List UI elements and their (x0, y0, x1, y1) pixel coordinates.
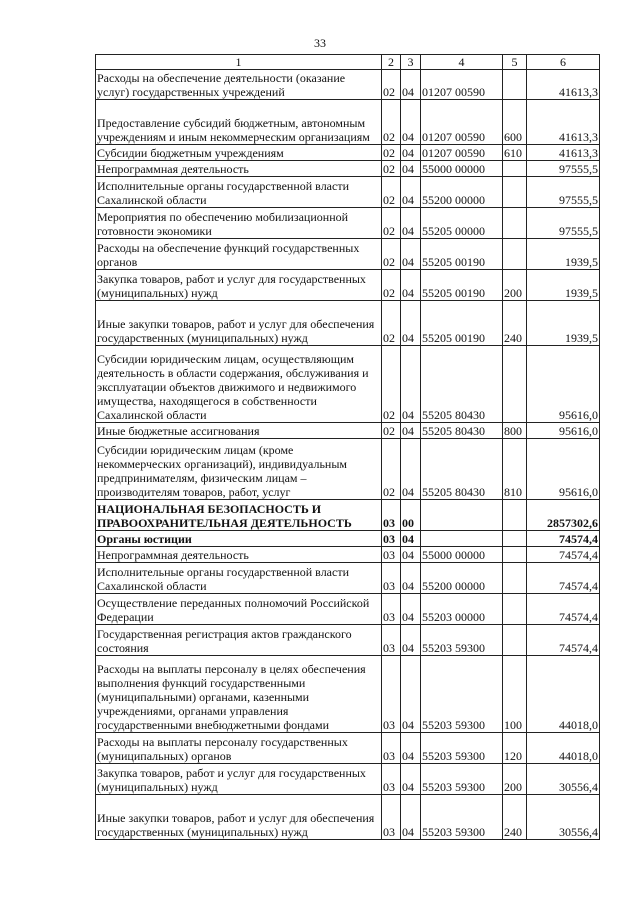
row-target-article-cell: 55000 00000 (421, 161, 503, 177)
table-row (96, 423, 600, 439)
table-row (96, 70, 600, 100)
table-header-row (96, 55, 600, 70)
row-target-article-cell: 55205 00190 (421, 239, 503, 270)
row-section-cell: 02 (382, 301, 401, 346)
table-row (96, 177, 600, 208)
row-target-article-cell: 01207 00590 (421, 100, 503, 145)
row-subsection-cell: 04 (401, 423, 421, 439)
row-target-article-cell: 55203 59300 (421, 625, 503, 656)
row-amount-cell: 74574,4 (527, 594, 600, 625)
table-row (96, 500, 600, 531)
row-name-cell: Расходы на обеспечение функций государственных органов (96, 239, 382, 270)
row-name-cell: Иные закупки товаров, работ и услуг для обеспечения государственных (муниципальных) нужд (96, 795, 382, 840)
row-expense-type-cell: 810 (503, 439, 527, 500)
row-name-cell: Исполнительные органы государственной власти Сахалинской области (96, 563, 382, 594)
row-target-article-cell (421, 531, 503, 547)
row-name-cell: Органы юстиции (96, 531, 382, 547)
row-name-cell: Расходы на обеспечение деятельности (оказание услуг) государственных учреждений (96, 70, 382, 100)
table-row (96, 346, 600, 423)
row-amount-cell: 74574,4 (527, 625, 600, 656)
page-number: 33 (314, 36, 326, 50)
row-subsection-cell: 04 (401, 208, 421, 239)
row-section-cell: 02 (382, 423, 401, 439)
row-name-cell: Осуществление переданных полномочий Российской Федерации (96, 594, 382, 625)
row-section-cell: 03 (382, 531, 401, 547)
row-target-article-cell: 55200 00000 (421, 563, 503, 594)
header-cell-amount: 6 (527, 55, 600, 70)
row-section-cell: 02 (382, 70, 401, 100)
row-expense-type-cell (503, 500, 527, 531)
row-amount-cell: 74574,4 (527, 547, 600, 563)
row-subsection-cell: 04 (401, 70, 421, 100)
header-cell-expense-type: 5 (503, 55, 527, 70)
row-target-article-cell: 55205 00000 (421, 208, 503, 239)
row-name-cell: Субсидии юридическим лицам, осуществляющим деятельность в области содержания, обслуживания и эксплуатации объектов движимого и недвижимого имущества, находящегося в собственности Сахалинской области (96, 346, 382, 423)
row-target-article-cell: 55205 00190 (421, 301, 503, 346)
header-cell-target-article: 4 (421, 55, 503, 70)
row-subsection-cell: 00 (401, 500, 421, 531)
row-expense-type-cell: 240 (503, 795, 527, 840)
row-target-article-cell: 55205 80430 (421, 346, 503, 423)
row-expense-type-cell (503, 594, 527, 625)
table-row (96, 733, 600, 764)
table-row (96, 531, 600, 547)
row-expense-type-cell (503, 563, 527, 594)
row-amount-cell: 44018,0 (527, 733, 600, 764)
row-expense-type-cell: 100 (503, 656, 527, 733)
row-target-article-cell: 55205 80430 (421, 423, 503, 439)
row-target-article-cell: 55000 00000 (421, 547, 503, 563)
row-section-cell: 03 (382, 733, 401, 764)
row-expense-type-cell (503, 208, 527, 239)
row-target-article-cell: 55203 59300 (421, 795, 503, 840)
row-subsection-cell: 04 (401, 795, 421, 840)
table-row (96, 547, 600, 563)
row-name-cell: НАЦИОНАЛЬНАЯ БЕЗОПАСНОСТЬ И ПРАВООХРАНИТЕЛЬНАЯ ДЕЯТЕЛЬНОСТЬ (96, 500, 382, 531)
row-amount-cell: 97555,5 (527, 208, 600, 239)
row-target-article-cell: 55200 00000 (421, 177, 503, 208)
table-row (96, 239, 600, 270)
row-amount-cell: 74574,4 (527, 531, 600, 547)
row-subsection-cell: 04 (401, 270, 421, 301)
budget-table (95, 54, 600, 840)
header-cell-name: 1 (96, 55, 382, 70)
row-name-cell: Закупка товаров, работ и услуг для государственных (муниципальных) нужд (96, 270, 382, 301)
table-row (96, 439, 600, 500)
header-cell-subsection: 3 (401, 55, 421, 70)
row-amount-cell: 97555,5 (527, 177, 600, 208)
row-amount-cell: 41613,3 (527, 145, 600, 161)
row-section-cell: 02 (382, 239, 401, 270)
row-amount-cell: 41613,3 (527, 100, 600, 145)
row-expense-type-cell: 200 (503, 764, 527, 795)
row-name-cell: Иные бюджетные ассигнования (96, 423, 382, 439)
row-expense-type-cell: 610 (503, 145, 527, 161)
row-target-article-cell: 55205 80430 (421, 439, 503, 500)
row-name-cell: Субсидии бюджетным учреждениям (96, 145, 382, 161)
row-section-cell: 03 (382, 656, 401, 733)
row-amount-cell: 95616,0 (527, 346, 600, 423)
row-subsection-cell: 04 (401, 656, 421, 733)
row-target-article-cell (421, 500, 503, 531)
table-row (96, 625, 600, 656)
row-section-cell: 02 (382, 145, 401, 161)
row-section-cell: 03 (382, 795, 401, 840)
row-subsection-cell: 04 (401, 594, 421, 625)
row-name-cell: Непрограммная деятельность (96, 161, 382, 177)
row-expense-type-cell: 600 (503, 100, 527, 145)
table-row (96, 563, 600, 594)
row-amount-cell: 1939,5 (527, 270, 600, 301)
table-row (96, 795, 600, 840)
row-expense-type-cell: 200 (503, 270, 527, 301)
row-subsection-cell: 04 (401, 547, 421, 563)
table-row (96, 100, 600, 145)
table-row (96, 145, 600, 161)
row-amount-cell: 41613,3 (527, 70, 600, 100)
row-amount-cell: 30556,4 (527, 795, 600, 840)
row-target-article-cell: 55205 00190 (421, 270, 503, 301)
row-amount-cell: 97555,5 (527, 161, 600, 177)
row-subsection-cell: 04 (401, 177, 421, 208)
row-subsection-cell: 04 (401, 439, 421, 500)
row-amount-cell: 44018,0 (527, 656, 600, 733)
table-row (96, 594, 600, 625)
row-amount-cell: 74574,4 (527, 563, 600, 594)
row-target-article-cell: 55203 59300 (421, 656, 503, 733)
row-name-cell: Предоставление субсидий бюджетным, автономным учреждениям и иным некоммерческим организациям (96, 100, 382, 145)
row-amount-cell: 95616,0 (527, 439, 600, 500)
row-section-cell: 02 (382, 270, 401, 301)
row-expense-type-cell: 800 (503, 423, 527, 439)
row-section-cell: 03 (382, 500, 401, 531)
row-subsection-cell: 04 (401, 563, 421, 594)
row-name-cell: Непрограммная деятельность (96, 547, 382, 563)
row-amount-cell: 1939,5 (527, 239, 600, 270)
row-amount-cell: 2857302,6 (527, 500, 600, 531)
row-subsection-cell: 04 (401, 100, 421, 145)
row-name-cell: Иные закупки товаров, работ и услуг для обеспечения государственных (муниципальных) нужд (96, 301, 382, 346)
row-subsection-cell: 04 (401, 625, 421, 656)
row-amount-cell: 30556,4 (527, 764, 600, 795)
row-subsection-cell: 04 (401, 733, 421, 764)
row-expense-type-cell (503, 531, 527, 547)
table-row (96, 270, 600, 301)
row-expense-type-cell: 120 (503, 733, 527, 764)
row-expense-type-cell (503, 70, 527, 100)
row-target-article-cell: 55203 59300 (421, 733, 503, 764)
row-subsection-cell: 04 (401, 145, 421, 161)
row-name-cell: Расходы на выплаты персоналу в целях обеспечения выполнения функций государственными (муниципальными) органами, казенными учреждениями, органами управления государственными внебюджетными фондами (96, 656, 382, 733)
row-target-article-cell: 55203 00000 (421, 594, 503, 625)
row-expense-type-cell (503, 177, 527, 208)
row-subsection-cell: 04 (401, 346, 421, 423)
row-name-cell: Исполнительные органы государственной власти Сахалинской области (96, 177, 382, 208)
row-subsection-cell: 04 (401, 764, 421, 795)
row-expense-type-cell (503, 547, 527, 563)
row-section-cell: 02 (382, 177, 401, 208)
row-name-cell: Государственная регистрация актов гражданского состояния (96, 625, 382, 656)
table-row (96, 301, 600, 346)
row-section-cell: 03 (382, 594, 401, 625)
row-section-cell: 02 (382, 100, 401, 145)
table-row (96, 764, 600, 795)
row-name-cell: Закупка товаров, работ и услуг для государственных (муниципальных) нужд (96, 764, 382, 795)
row-subsection-cell: 04 (401, 301, 421, 346)
row-amount-cell: 95616,0 (527, 423, 600, 439)
row-target-article-cell: 01207 00590 (421, 145, 503, 161)
row-section-cell: 02 (382, 346, 401, 423)
row-name-cell: Субсидии юридическим лицам (кроме некоммерческих организаций), индивидуальным предпринимателям, физическим лицам – производителям товаров, работ, услуг (96, 439, 382, 500)
row-name-cell: Мероприятия по обеспечению мобилизационной готовности экономики (96, 208, 382, 239)
row-target-article-cell: 01207 00590 (421, 70, 503, 100)
row-section-cell: 03 (382, 563, 401, 594)
row-expense-type-cell (503, 346, 527, 423)
header-cell-section: 2 (382, 55, 401, 70)
row-subsection-cell: 04 (401, 239, 421, 270)
table-row (96, 656, 600, 733)
row-target-article-cell: 55203 59300 (421, 764, 503, 795)
row-subsection-cell: 04 (401, 531, 421, 547)
table-row (96, 208, 600, 239)
row-section-cell: 03 (382, 625, 401, 656)
row-amount-cell: 1939,5 (527, 301, 600, 346)
row-expense-type-cell (503, 625, 527, 656)
table-row (96, 161, 600, 177)
row-section-cell: 02 (382, 439, 401, 500)
row-subsection-cell: 04 (401, 161, 421, 177)
row-section-cell: 02 (382, 161, 401, 177)
row-expense-type-cell (503, 239, 527, 270)
row-section-cell: 03 (382, 764, 401, 795)
row-section-cell: 02 (382, 208, 401, 239)
row-section-cell: 03 (382, 547, 401, 563)
row-expense-type-cell: 240 (503, 301, 527, 346)
row-name-cell: Расходы на выплаты персоналу государственных (муниципальных) органов (96, 733, 382, 764)
row-expense-type-cell (503, 161, 527, 177)
